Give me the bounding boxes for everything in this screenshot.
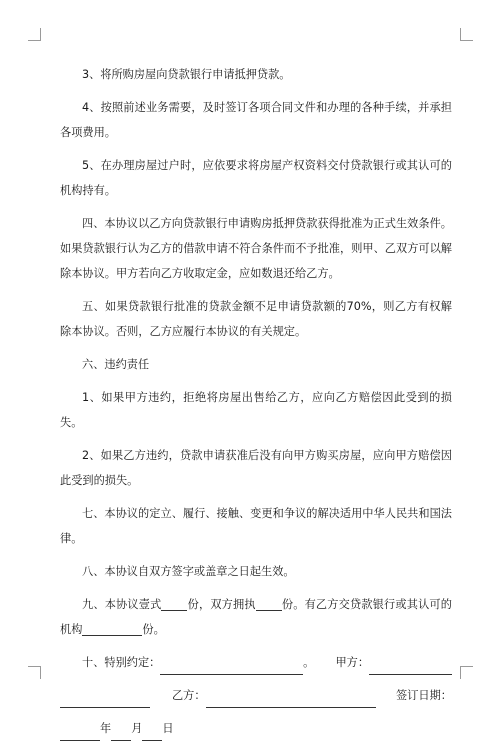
copies-text-3: 份。有乙方交贷款银行或其认可的机构 — [60, 598, 452, 636]
party-b-blank[interactable] — [206, 694, 377, 708]
party-a-signature-blank[interactable] — [60, 694, 150, 708]
copies-bank-blank-a[interactable] — [82, 622, 112, 636]
document-body — [60, 62, 452, 749]
party-b-label: 乙方： — [171, 689, 206, 702]
article-8-effective-date: 八、本协议自双方签字或盖章之日起生效。 — [82, 565, 295, 578]
article-6-heading: 六、违约责任 — [82, 358, 150, 371]
day-blank[interactable] — [142, 727, 162, 741]
clause-5-property-documents: 5、在办理房屋过户时，应依要求将房屋产权资料交付贷款银行或其认可的机构持有。 — [60, 159, 452, 197]
copies-text-1: 九、本协议壹式 — [82, 598, 162, 611]
article-7-governing-law: 七、本协议的定立、履行、接触、变更和争议的解决适用中华人民共和国法律。 — [60, 507, 452, 545]
signature-row — [60, 683, 452, 708]
article-4-effective-condition: 四、本协议以乙方向贷款银行申请购房抵押贷款获得批准为正式生效条件。如果贷款银行认为乙方的借款申请不符合条件而不予批准，则甲、乙双方可以解除本协议。甲方若向乙方收取定金，应如数退还给乙方。 — [60, 217, 452, 280]
copies-total-blank[interactable] — [161, 597, 187, 611]
crop-mark-bottom-right — [460, 666, 473, 679]
party-a-blank[interactable] — [369, 661, 452, 675]
crop-mark-top-right — [460, 28, 473, 41]
year-blank[interactable] — [60, 727, 100, 741]
crop-mark-bottom-left — [28, 666, 41, 679]
party-a-label: 甲方： — [335, 656, 370, 669]
crop-mark-top-left — [28, 28, 41, 41]
date-row — [60, 716, 452, 741]
article-5-loan-amount: 五、如果贷款银行批准的贷款金额不足申请贷款额的70%，则乙方有权解除本协议。否则，乙方应履行本协议的有关规定。 — [60, 300, 452, 338]
copies-text-4: 份。 — [142, 623, 165, 636]
clause-4-procedures: 4、按照前述业务需要，及时签订各项合同文件和办理的各种手续，并承担各项费用。 — [60, 101, 452, 139]
article-10-special-terms — [60, 650, 452, 675]
clause-3-mortgage-application: 3、将所购房屋向贷款银行申请抵押贷款。 — [82, 68, 291, 81]
copies-bank-blank-b[interactable] — [112, 622, 142, 636]
breach-party-b: 2、如果乙方违约，贷款申请获准后没有向甲方购买房屋，应向甲方赔偿因此受到的损失。 — [60, 449, 452, 487]
special-terms-label: 十、特别约定： — [82, 656, 161, 669]
article-9-copies — [60, 592, 452, 642]
special-terms-end-mark: 。 — [303, 656, 315, 669]
month-label: 月 — [131, 722, 143, 735]
breach-party-a: 1、如果甲方违约，拒绝将房屋出售给乙方，应向乙方赔偿因此受到的损失。 — [60, 391, 452, 429]
year-label: 年 — [100, 722, 112, 735]
day-label: 日 — [162, 722, 174, 735]
month-blank[interactable] — [111, 727, 131, 741]
copies-text-2: 份，双方拥执 — [187, 598, 256, 611]
copies-each-blank[interactable] — [256, 597, 282, 611]
sign-date-label: 签订日期： — [396, 689, 452, 702]
special-terms-blank[interactable] — [160, 661, 303, 675]
